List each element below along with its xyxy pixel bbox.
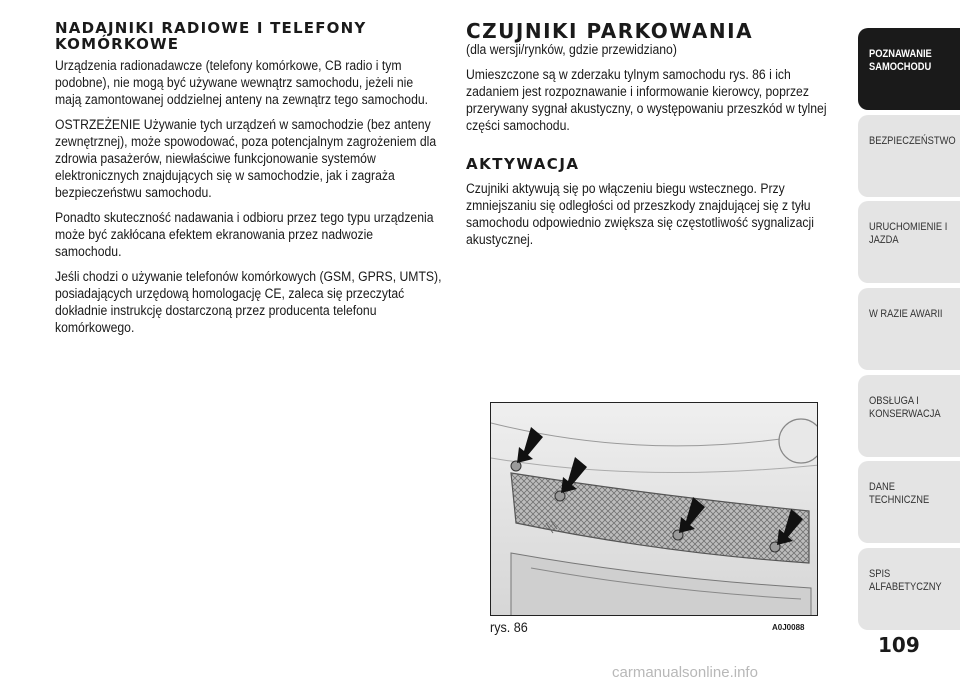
left-column [55,20,443,337]
sensor-2-icon [555,491,565,501]
watermark: carmanualsonline.info [612,664,758,681]
warning-paragraph: OSTRZEŻENIE Używanie tych urządzeń w samochodzie (bez anteny zewnętrznej), może spowodować, poza potencjalnym zagrożeniem dla zdrowia pasażerów, niewłaściwe funkcjonowanie systemów elektronicznych znajdujących się w samochodzie, jak i zagraża bezpieczeństwu samochodu. [55,117,437,201]
section-title-line1: NADAJNIKI RADIOWE I TELEFONY [55,19,367,37]
tab-w-razie-awarii[interactable] [858,288,960,370]
tab-obsluga-i-konserwacja[interactable] [858,375,960,457]
page-number: 109 [878,633,920,657]
chapter-tabs [858,28,960,635]
tab-uruchomienie-i-jazda[interactable] [858,201,960,283]
tab-poznawanie-samochodu[interactable] [858,28,960,110]
figure-rear-bumper [490,402,818,616]
tab-label: DANE TECHNICZNE [869,481,930,507]
paragraph: Jeśli chodzi o używanie telefonów komórkowych (GSM, GPRS, UMTS), posiadających urzędową homologację CE, zaleca się przeczytać dokładnie instrukcję dostarczoną przez producenta telefonu komórkowego. [55,269,442,336]
tab-label: BEZPIECZEŃSTWO [869,134,956,147]
sensor-1-icon [511,461,521,471]
paragraph: Urządzenia radionadawcze (telefony komórkowe, CB radio i tym podobne), nie mogą być używane wewnątrz samochodu, jeżeli nie mają zamontowanej oddzielnej anteny na zewnątrz tego samochodu. [55,58,429,108]
section-title-radio [55,20,443,52]
tab-dane-techniczne[interactable] [858,461,960,543]
tab-label: URUCHOMIENIE I JAZDA [869,221,948,247]
tab-spis-alfabetyczny[interactable] [858,548,960,630]
paragraph: Umieszczone są w zderzaku tylnym samochodu rys. 86 i ich zadaniem jest rozpoznawanie i informowanie kierowcy, poprzez przerywany sygnał akustyczny, o występowaniu przeszkód w tylnej części samochodu. [466,67,827,134]
figure-code: A0J0088 [772,623,805,632]
tab-label: POZNAWANIE SAMOCHODU [869,48,932,73]
activation-title: AKTYWACJA [466,155,580,173]
paragraph: Czujniki aktywują się po włączeniu biegu wstecznego. Przy zmniejszaniu się odległości od przeszkody znajdującej się z tyłu samochodu odpowiednio zwiększa się częstotliwość sygnalizacji akustycznej. [466,181,814,248]
tab-label: W RAZIE AWARII [869,308,943,321]
section-title-parking: CZUJNIKI PARKOWANIA [466,19,754,43]
section-title-line2: KOMÓRKOWE [55,35,180,53]
tab-label: SPIS ALFABETYCZNY [869,568,942,594]
tab-label: OBSŁUGA I KONSERWACJA [869,394,941,420]
figure-caption: rys. 86 [490,619,528,635]
right-column [466,20,838,249]
paragraph: Ponadto skuteczność nadawania i odbioru przez tego typu urządzenia może być zakłócana efektem ekranowania przez nadwozie samochodu. [55,210,434,260]
rear-bumper-illustration [491,403,818,616]
section-subtitle: (dla wersji/rynków, gdzie przewidziano) [466,42,677,58]
tab-bezpieczenstwo[interactable] [858,115,960,197]
